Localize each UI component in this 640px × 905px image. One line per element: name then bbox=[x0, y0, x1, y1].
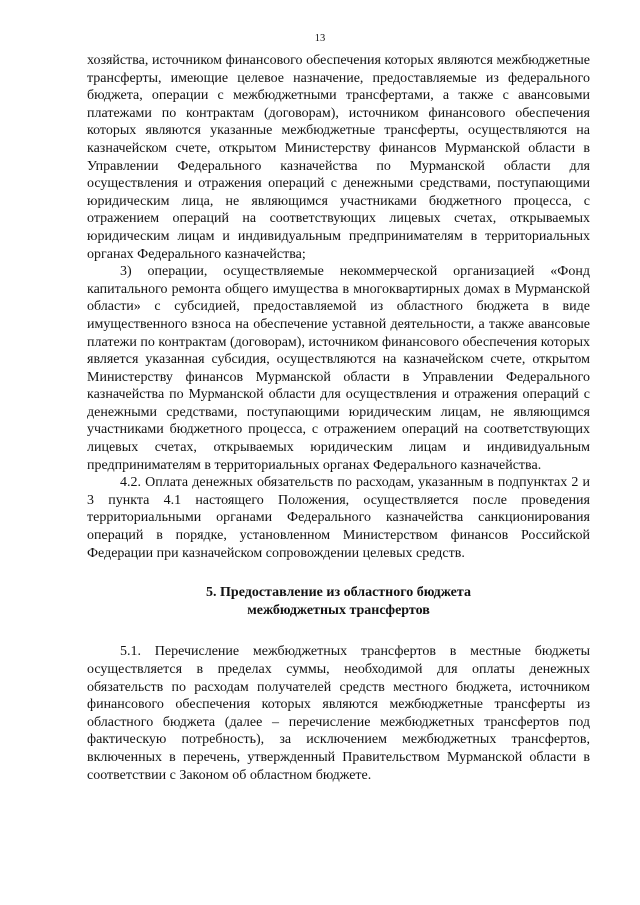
section-heading-line-2: межбюджетных трансфертов bbox=[247, 602, 430, 618]
paragraph-continuation: хозяйства, источником финансового обеспечения которых являются межбюджетные трансферты, имеющие целевое назначение, предоставляемые из федерального бюджета, операции с межбюджетными трансфертами, а также с авансовыми платежами по контрактам (договорам), источником финансового обеспечения которых являются указанные межбюджетные трансферты, осуществляются на казначейском счете, открытом Министерству финансов Мурманской области в Управлении Федерального казначейства по Мурманской области для осуществления и отражения операций с денежными средствами, поступающими юридическим лица, не являющимся участниками бюджетного процесса, с отражением операций на соответствующих лицевых счетах, открываемых юридическим лицам и индивидуальным предпринимателям в территориальных органах Федерального казначейства; bbox=[87, 53, 590, 262]
section-heading bbox=[87, 584, 590, 619]
section-heading-line-1: 5. Предоставление из областного бюджета bbox=[206, 585, 471, 601]
document-body bbox=[87, 52, 590, 784]
paragraph-item-3: 3) операции, осуществляемые некоммерческой организацией «Фонд капитального ремонта общего имущества в многоквартирных домах в Мурманской области» с субсидией, предоставляемой из областного бюджета в виде имущественного взноса на обеспечение уставной деятельности, а также авансовые платежи по контрактам (договорам), источником финансового обеспечения которых является указанная субсидия, осуществляются на казначейском счете, открытом Министерству финансов Мурманской области в Управлении Федерального казначейства по Мурманской области для осуществления и отражения операций с денежными средствами, поступающими юридическим лицам, не являющимся участниками бюджетного процесса, с отражением операций на соответствующих лицевых счетах, открываемых юридическим лицам и индивидуальным предпринимателям в территориальных органах Федерального казначейства. bbox=[87, 264, 590, 473]
page-number: 13 bbox=[314, 33, 326, 44]
paragraph-5-1: 5.1. Перечисление межбюджетных трансфертов в местные бюджеты осуществляется в пределах суммы, необходимой для оплаты денежных обязательств по расходам получателей средств местного бюджета, источником финансового обеспечения которых являются межбюджетные трансферты из областного бюджета (далее – перечисление межбюджетных трансфертов под фактическую потребность), за исключением межбюджетных трансфертов, включенных в перечень, утвержденный Правительством Мурманской области в соответствии с Законом об областном бюджете. bbox=[87, 644, 590, 783]
paragraph-4-2: 4.2. Оплата денежных обязательств по расходам, указанным в подпунктах 2 и 3 пункта 4.1 настоящего Положения, осуществляется после проведения территориальными органами Федерального казначейства санкционирования операций в порядке, установленном Министерством финансов Российской Федерации при казначейском сопровождении целевых средств. bbox=[87, 475, 590, 561]
